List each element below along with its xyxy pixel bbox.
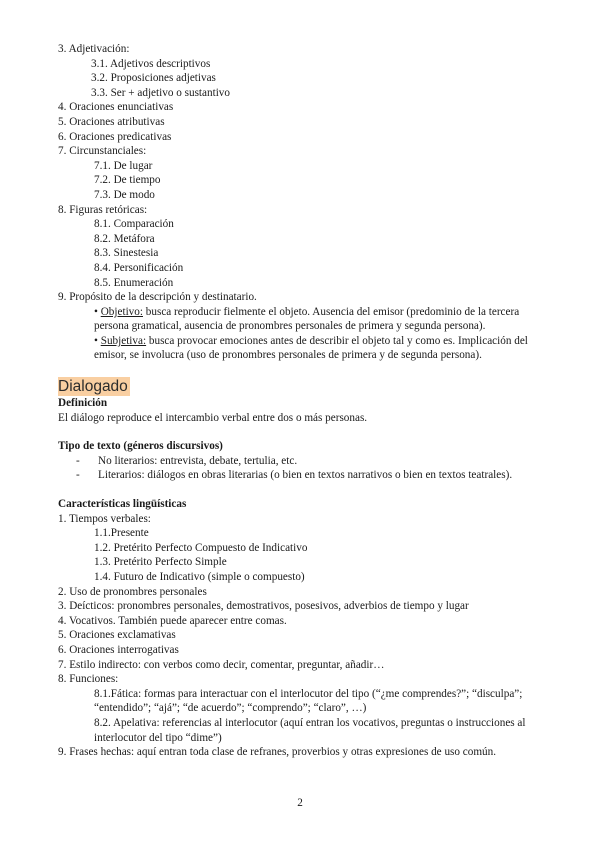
list-item: 3. Adjetivación: (58, 43, 130, 55)
list-item: 7. Estilo indirecto: con verbos como decir, comentar, preguntar, añadir… (58, 658, 385, 671)
list-item (58, 454, 558, 469)
list-item: 6. Oraciones interrogativas (58, 643, 179, 656)
list-item: 7.2. De tiempo (94, 174, 161, 187)
list-item: 5. Oraciones atributivas (58, 115, 165, 128)
list-item-text: No literarios: entrevista, debate, tertulia, etc. (98, 454, 298, 467)
dash-marker: - (76, 454, 80, 467)
subjetiva-paragraph (58, 334, 554, 363)
section-title-dialogado: Dialogado (58, 378, 128, 396)
list-item: 7. Circunstanciales: (58, 145, 147, 158)
list-item: 4. Vocativos. También puede aparecer entre comas. (58, 614, 287, 627)
list-item: 1.1.Presente (94, 527, 149, 540)
list-item: 5. Oraciones exclamativas (58, 629, 176, 642)
list-item: 7.1. De lugar (94, 159, 153, 172)
funcion-apelativa: 8.2. Apelativa: referencias al interlocutor (aquí entran los vocativos, preguntas o instrucciones al interlocutor del tipo “dime”) (94, 716, 526, 744)
heading-definicion: Definición (58, 397, 108, 410)
list-item: 2. Uso de pronombres personales (58, 585, 207, 598)
list-item: 8.1. Comparación (94, 218, 174, 231)
page-content (58, 42, 558, 760)
list-item: 3.1. Adjetivos descriptivos (91, 57, 211, 70)
list-item: 3.2. Proposiciones adjetivas (91, 72, 216, 85)
list-item: 8. Figuras retóricas: (58, 203, 148, 216)
objetivo-term: Objetivo: (100, 305, 143, 318)
definicion-text: El diálogo reproduce el intercambio verbal entre dos o más personas. (58, 411, 368, 424)
page-number: 2 (297, 797, 303, 809)
objetivo-paragraph (58, 305, 554, 334)
list-item: 3.3. Ser + adjetivo o sustantivo (91, 86, 230, 99)
list-item: 8. Funciones: (58, 673, 119, 686)
list-item: 1. Tiempos verbales: (58, 512, 151, 525)
bullet: • (94, 334, 98, 347)
list-item: 8.3. Sinestesia (94, 247, 159, 260)
list-item: 9. Frases hechas: aquí entran toda clase de refranes, proverbios y otras expresiones de uso común. (58, 746, 497, 759)
heading-tipo-texto: Tipo de texto (géneros discursivos) (58, 440, 223, 453)
list-item: 8.2. Metáfora (94, 232, 155, 245)
dash-marker: - (76, 469, 80, 482)
list-item: 8.5. Enumeración (94, 276, 174, 289)
funcion-fatica: 8.1.Fática: formas para interactuar con el interlocutor del tipo (“¿me comprendes?”; “disculpa”; “entendido”; “ajá”; “de acuerdo”; “comprendo”; “claro”, …) (94, 687, 523, 715)
list-item: 1.3. Pretérito Perfecto Simple (94, 556, 227, 569)
heading-caracteristicas: Características lingüísticas (58, 498, 187, 511)
list-item: 1.4. Futuro de Indicativo (simple o compuesto) (94, 571, 305, 583)
list-item: 3. Deícticos: pronombres personales, demostrativos, posesivos, adverbios de tiempo y lugar (58, 600, 469, 613)
list-item (58, 468, 558, 483)
list-item: 7.3. De modo (94, 188, 155, 201)
list-item: 6. Oraciones predicativas (58, 130, 172, 143)
subjetiva-text: busca provocar emociones antes de describir el objeto tal y como es. Implicación del emisor, se involucra (uso de pronombres personales de primera y de segunda persona). (94, 334, 528, 362)
bullet: • (94, 305, 98, 318)
list-item: 8.4. Personificación (94, 261, 184, 274)
objetivo-text: busca reproducir fielmente el objeto. Ausencia del emisor (predominio de la tercera persona gramatical, ausencia de pronombres personales de primera y segunda persona). (94, 305, 520, 333)
list-item: 9. Propósito de la descripción y destinatario. (58, 291, 257, 304)
list-item: 4. Oraciones enunciativas (58, 101, 174, 114)
list-item: 1.2. Pretérito Perfecto Compuesto de Indicativo (94, 541, 308, 554)
subjetiva-term: Subjetiva: (100, 334, 147, 347)
list-item-text: Literarios: diálogos en obras literarias (o bien en textos narrativos o bien en textos teatrales). (98, 469, 513, 482)
